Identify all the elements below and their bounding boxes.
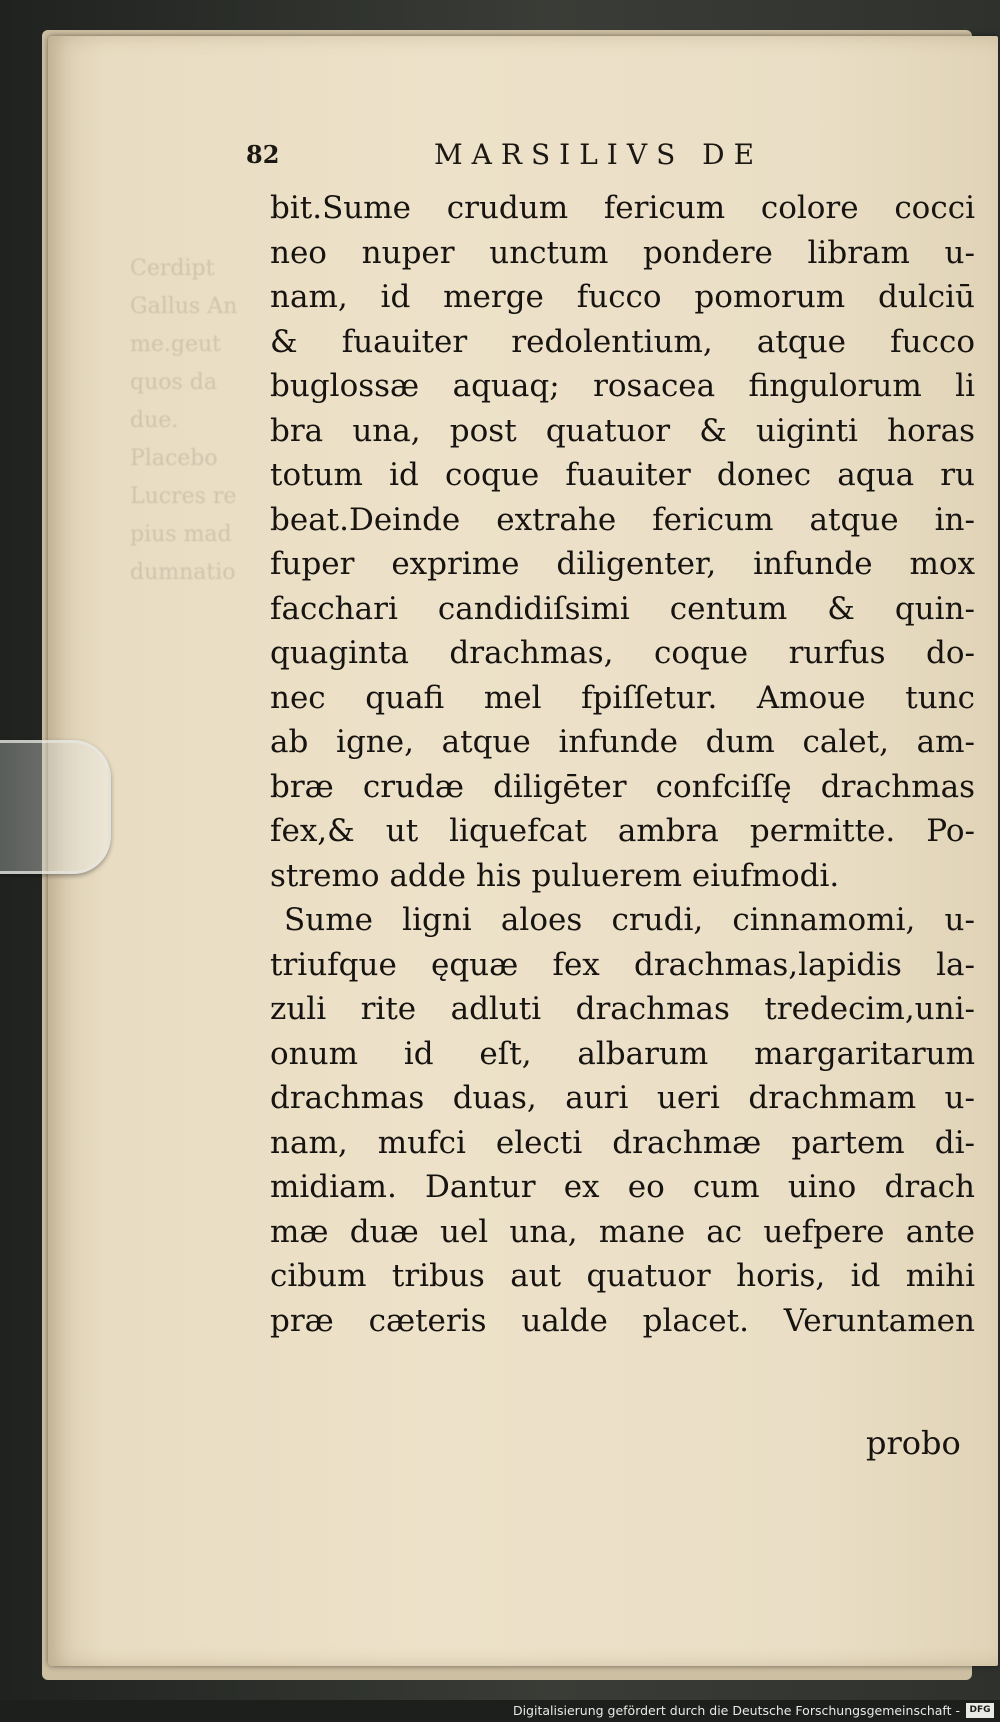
show-through-text: Cerdipt Gallus An me.geut quos da due. Placebo Lucres re pius mad dumnatio <box>130 256 238 585</box>
text-line: zuli rite adluti drachmas tredecim,uni- <box>270 991 975 1027</box>
text-line: & fuauiter redolentium, atque fucco <box>270 323 975 360</box>
running-head: MARSILIVS DE <box>434 138 764 171</box>
text-line: onum id eſt, albarum margaritarum <box>270 1035 975 1072</box>
text-line: nec quafi mel fpiſſetur. Amoue tunc <box>270 679 975 716</box>
text-line: triufque ęquæ fex drachmas,lapidis la- <box>270 946 975 983</box>
text-line: præ cæteris ualde placet. Veruntamen <box>270 1302 975 1339</box>
body-text <box>270 186 975 1343</box>
catchword: probo <box>866 1424 961 1462</box>
page-number: 82 <box>246 140 280 169</box>
page-clip <box>0 740 111 874</box>
text-line: nam, mufci electi drachmæ partem di- <box>270 1124 975 1161</box>
text-line: buglossæ aquaq; rosacea fingulorum li <box>270 368 975 404</box>
digitization-credit: Digitalisierung gefördert durch die Deutsche Forschungsgemeinschaft - <box>512 1703 960 1718</box>
text-line: fuper exprime diligenter, infunde mox <box>270 546 975 582</box>
text-line: Sume ligni aloes crudi, cinnamomi, u- <box>284 902 975 938</box>
text-line: facchari candidiſsimi centum & quin- <box>270 590 975 627</box>
text-line: ab igne, atque infunde dum calet, am- <box>270 724 975 760</box>
text-line: neo nuper unctum pondere libram u- <box>270 234 975 271</box>
text-line: bra una, post quatuor & uiginti horas <box>270 412 975 449</box>
text-line: bit.Sume crudum fericum colore cocci <box>270 190 975 226</box>
text-line: cibum tribus aut quatuor horis, id mihi <box>270 1258 975 1294</box>
page-header <box>246 138 846 178</box>
dfg-logo: DFG <box>966 1703 994 1718</box>
text-line: stremo adde his puluerem eiufmodi. <box>270 857 840 894</box>
text-line: bræ crudæ diligēter confciſſę drachmas <box>270 768 975 805</box>
text-line: drachmas duas, auri ueri drachmam u- <box>270 1080 975 1116</box>
text-line: fex,& ut liquefcat ambra permitte. Po- <box>270 813 975 849</box>
text-line: midiam. Dantur ex eo cum uino drach <box>270 1169 975 1205</box>
text-line: nam, id merge fucco pomorum dulciū <box>270 279 975 315</box>
text-line: beat.Deinde extrahe fericum atque in- <box>270 501 975 538</box>
text-line: quaginta drachmas, coque rurfus do- <box>270 635 975 671</box>
text-line: totum id coque fuauiter donec aqua ru <box>270 457 975 493</box>
text-line: mæ duæ uel una, mane ac uefpere ante <box>270 1213 975 1250</box>
